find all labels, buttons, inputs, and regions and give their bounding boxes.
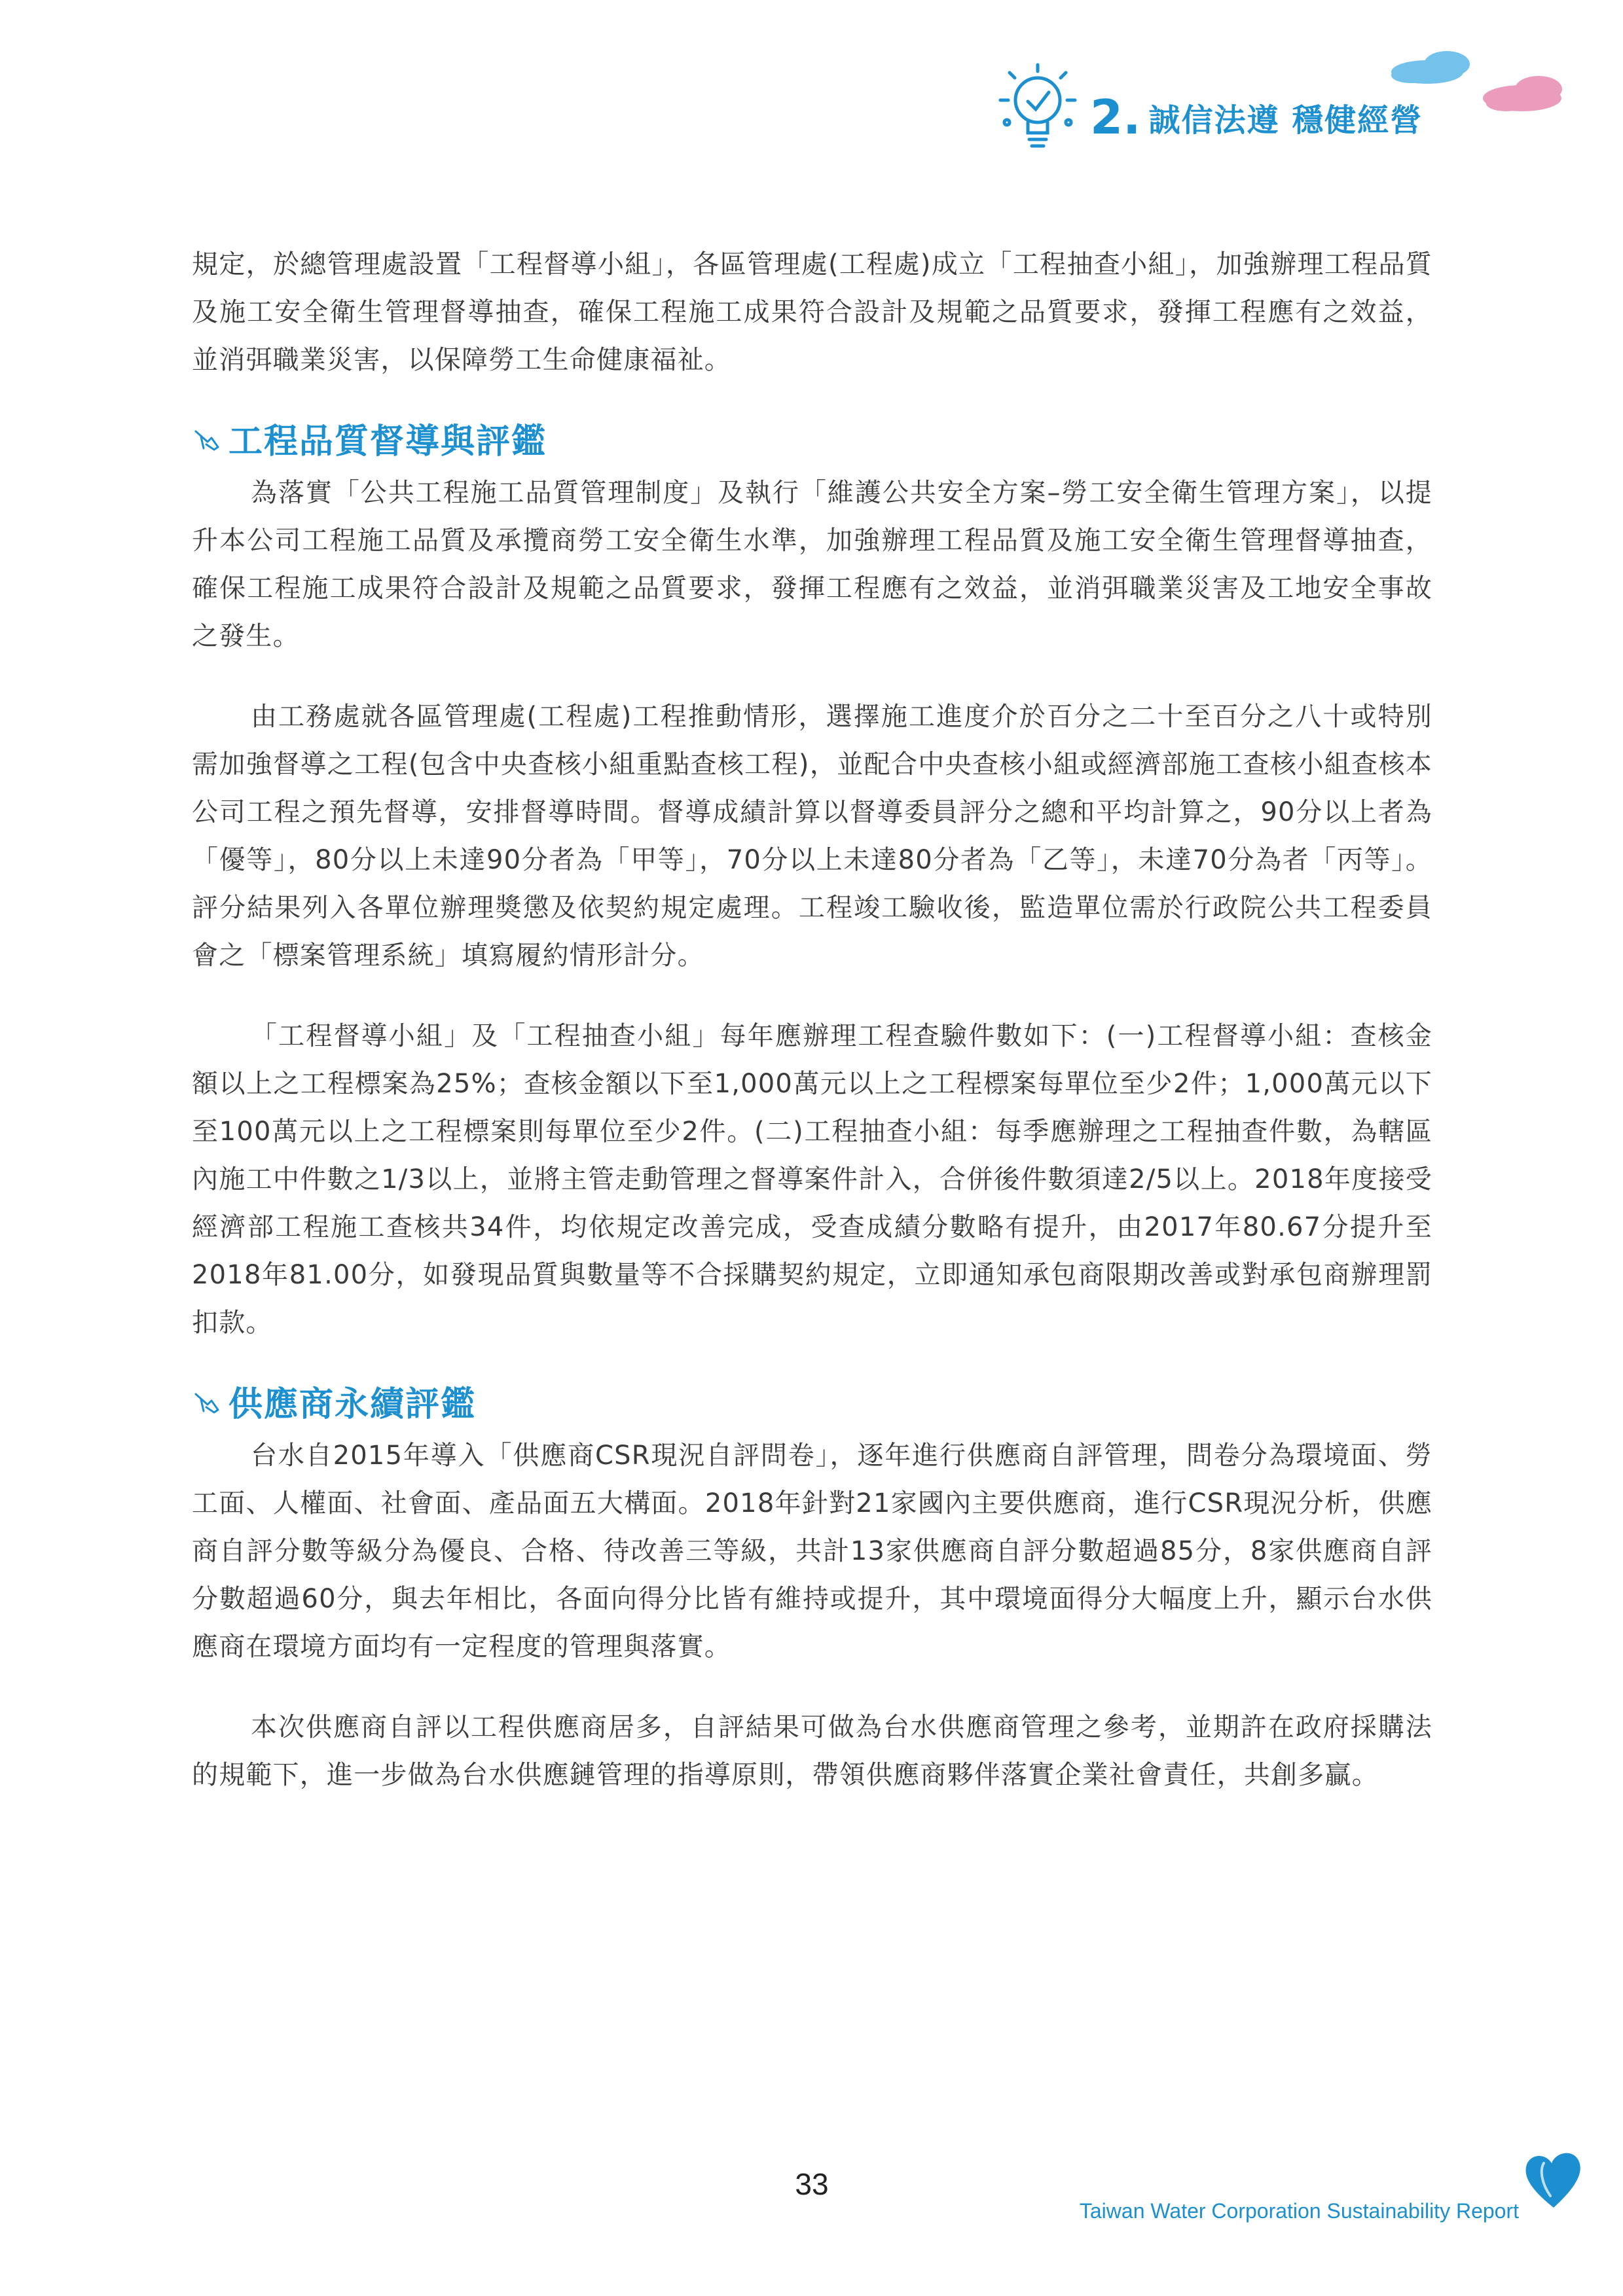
pointing-hand-icon (192, 422, 223, 454)
chapter-number: 2. (1090, 90, 1141, 145)
section-heading-quality (192, 412, 1432, 464)
section-heading-supplier (192, 1374, 1432, 1427)
heart-logo-icon (1518, 2144, 1590, 2215)
main-content (192, 241, 1432, 1799)
section-paragraph: 「工程督導小組」及「工程抽查小組」每年應辦理工程查驗件數如下：(一)工程督導小組：查核金額以上之工程標案為25%；查核金額以下至1,000萬元以上之工程標案每單位至少2件；1,000萬元以下至100萬元以上之工程標案則每單位至少2件。(二)工程抽查小組：每季應辦理之工程抽查件數，為轄區內施工中件數之1/3以上，並將主管走動管理之督導案件計入，合併後件數須達2/5以上。2018年度接受經濟部工程施工查核共34件，均依規定改善完成，受查成績分數略有提升，由2017年80.67分提升至2018年81.00分，如發現品質與數量等不合採購契約規定，立即通知承包商限期改善或對承包商辦理罰扣款。 (192, 1021, 1432, 1338)
intro-paragraph: 規定，於總管理處設置「工程督導小組」，各區管理處(工程處)成立「工程抽查小組」，加強辦理工程品質及施工安全衛生管理督導抽查，確保工程施工成果符合設計及規範之品質要求，發揮工程應有之效益，並消弭職業災害，以保障勞工生命健康福祉。 (192, 249, 1432, 375)
section-heading-text: 工程品質督導與評鑑 (228, 422, 547, 461)
page-number: 33 (795, 2167, 829, 2201)
section-paragraph: 為落實「公共工程施工品質管理制度」及執行「維護公共安全方案–勞工安全衛生管理方案」，以提升本公司工程施工品質及承攬商勞工安全衛生水準，加強辦理工程品質及施工安全衛生管理督導抽查，確保工程施工成果符合設計及規範之品質要求，發揮工程應有之效益，並消弭職業災害及工地安全事故之發生。 (192, 478, 1432, 651)
report-name: Taiwan Water Corporation Sustainability Report (1079, 2199, 1519, 2223)
section-paragraph: 本次供應商自評以工程供應商居多，自評結果可做為台水供應商管理之參考，並期許在政府採購法的規範下，進一步做為台水供應鏈管理的指導原則，帶領供應商夥伴落實企業社會責任，共創多贏。 (192, 1712, 1432, 1790)
section-paragraph: 台水自2015年導入「供應商CSR現況自評問卷」，逐年進行供應商自評管理，問卷分為環境面、勞工面、人權面、社會面、產品面五大構面。2018年針對21家國內主要供應商，進行CSR現況分析，供應商自評分數等級分為優良、合格、待改善三等級，共計13家供應商自評分數超過85分，8家供應商自評分數超過60分，與去年相比，各面向得分比皆有維持或提升，其中環境面得分大幅度上升，顯示台水供應商在環境方面均有一定程度的管理與落實。 (192, 1441, 1432, 1662)
section-paragraph: 由工務處就各區管理處(工程處)工程推動情形，選擇施工進度介於百分之二十至百分之八十或特別需加強督導之工程(包含中央查核小組重點查核工程)，並配合中央查核小組或經濟部施工查核小組查核本公司工程之預先督導，安排督導時間。督導成績計算以督導委員評分之總和平均計算之，90分以上者為「優等」，80分以上未達90分者為「甲等」，70分以上未達80分者為「乙等」，未達70分為者「丙等」。評分結果列入各單位辦理獎懲及依契約規定處理。工程竣工驗收後，監造單位需於行政院公共工程委員會之「標案管理系統」填寫履約情形計分。 (192, 702, 1432, 971)
pointing-hand-icon (192, 1385, 223, 1416)
lightbulb-icon (995, 62, 1080, 154)
chapter-title-text: 誠信法遵 穩健經營 (1148, 102, 1423, 139)
cloud-decoration-icon (1381, 46, 1578, 131)
chapter-title (1090, 90, 1423, 145)
section-heading-text: 供應商永續評鑑 (228, 1384, 477, 1424)
